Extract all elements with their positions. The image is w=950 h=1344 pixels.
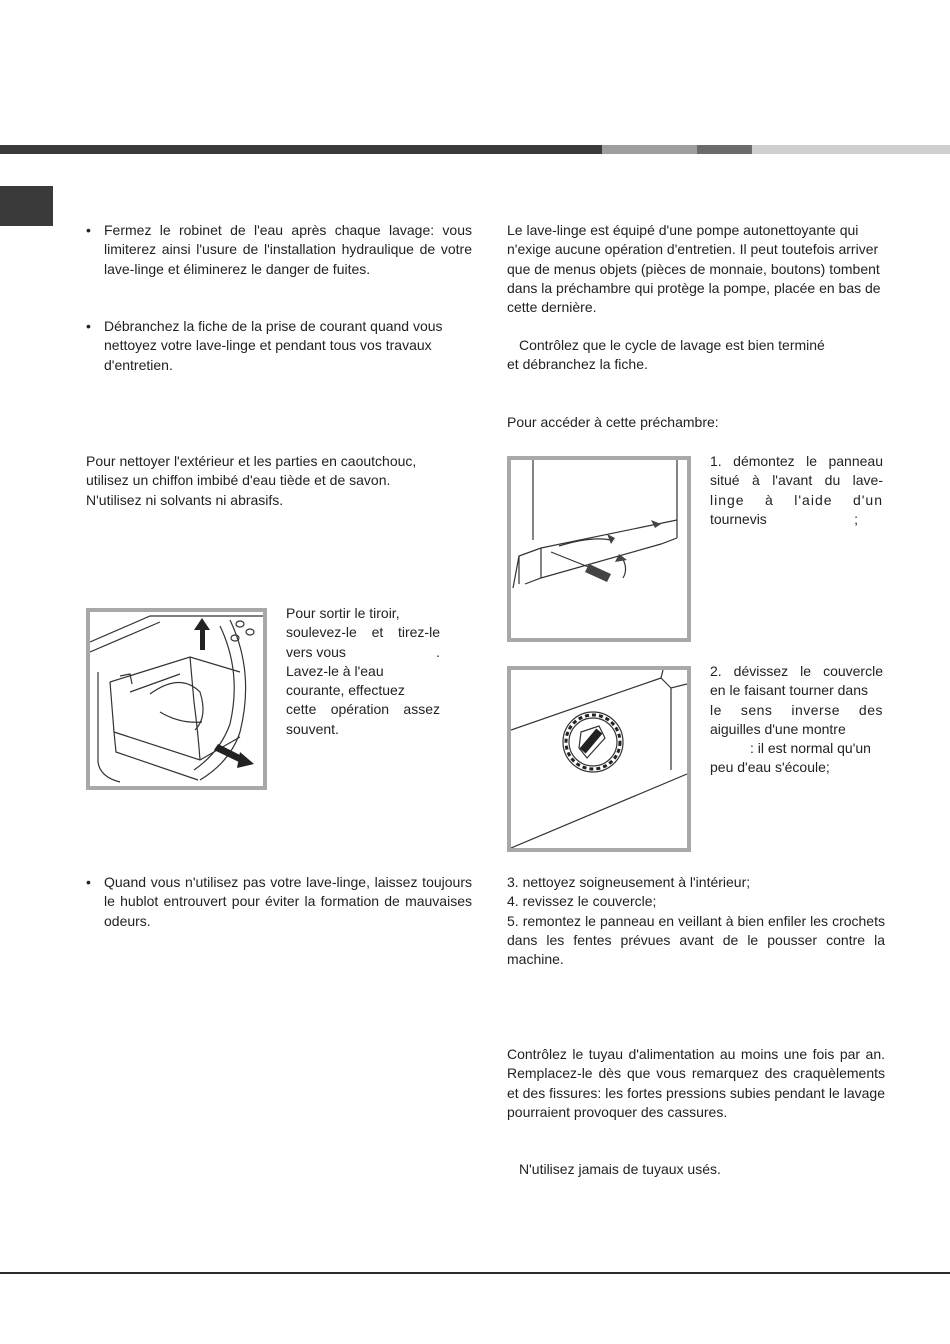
text-fragment: tournevis — [710, 510, 767, 527]
text-line: 1. démontez le panneau — [710, 453, 883, 469]
text-line: en le faisant tourner dans — [710, 682, 868, 699]
bottom-rule — [0, 1272, 950, 1274]
access-intro: Pour accéder à cette préchambre: — [507, 414, 719, 430]
step1-text — [710, 452, 883, 529]
steps-list — [507, 873, 885, 969]
drawer-illustration — [86, 608, 267, 790]
text-line: situé à l'avant du lave- — [710, 472, 883, 489]
tap-bullet — [86, 221, 472, 279]
text-line: Lavez-le à l'eau — [286, 662, 384, 679]
hose-paragraph: Contrôlez le tuyau d'alimentation au moins une fois par an. Remplacez-le dès que vous remarquez des craquèlements et des fissures: les fortes pressions subies pendant le lavage pourraient provoquer des cassures. — [507, 1046, 885, 1120]
text-line: Contrôlez que le cycle de lavage est bien terminé — [519, 337, 825, 353]
header-bar-segment — [752, 145, 950, 154]
step4-text: 4. revissez le couvercle; — [507, 893, 657, 910]
text-line: cette opération assez — [286, 701, 440, 718]
language-tab — [0, 186, 53, 226]
text-line: : il est normal qu'un — [750, 740, 871, 757]
exterior-paragraph — [86, 452, 466, 510]
text-line — [286, 643, 440, 662]
step5-text: 5. remontez le panneau en veillant à bien enfiler les crochets dans les fentes prévues avant de le pousser contre la machine. — [507, 912, 885, 968]
pump-intro — [507, 221, 885, 317]
text-line: aiguilles d'une montre — [710, 720, 846, 737]
header-bar-segment — [602, 145, 697, 154]
text-fragment: vers vous — [286, 643, 346, 660]
text-line: linge à l'aide d'un — [710, 491, 883, 508]
text-line: le sens inverse des — [710, 701, 883, 718]
text-line: et débranchez la fiche. — [507, 356, 648, 373]
door-bullet — [86, 873, 472, 931]
drawer-text — [286, 604, 440, 739]
tap-bullet-text: Fermez le robinet de l'eau après chaque lavage: vous limiterez ainsi l'usure de l'installation hydraulique de votre lave-linge et éliminerez le danger de fuites. — [104, 222, 472, 277]
text-fragment: ; — [854, 510, 858, 527]
header-bar-dark — [0, 145, 602, 154]
header-bar-segment — [697, 145, 752, 154]
text-fragment: . — [436, 643, 440, 660]
cover-unscrew-illustration — [507, 666, 691, 852]
text-line: utilisez un chiffon imbibé d'eau tiède et de savon. — [86, 472, 391, 489]
pump-check — [507, 336, 885, 375]
step3-text: 3. nettoyez soigneusement à l'intérieur; — [507, 874, 751, 890]
unplug-bullet — [86, 317, 472, 375]
door-bullet-text: Quand vous n'utilisez pas votre lave-linge, laissez toujours le hublot entrouvert pour éviter la formation de mauvaises odeurs. — [104, 874, 472, 929]
text-line: 2. dévissez le couvercle — [710, 663, 883, 679]
text-line: soulevez-le et tirez-le — [286, 624, 440, 641]
text-line: Pour nettoyer l'extérieur et les parties en caoutchouc, — [86, 453, 417, 469]
hose-warning: N'utilisez jamais de tuyaux usés. — [519, 1161, 721, 1177]
text-line: Pour sortir le tiroir, — [286, 605, 400, 621]
unplug-bullet-text: Débranchez la fiche de la prise de courant quand vous nettoyez votre lave-linge et pendant tous vos travaux d'entretien. — [104, 318, 443, 373]
step2-text — [710, 662, 883, 778]
panel-removal-illustration — [507, 456, 691, 642]
text-line — [710, 510, 883, 529]
text-line: courante, effectuez — [286, 682, 405, 699]
text-line: peu d'eau s'écoule; — [710, 759, 830, 776]
text-line: souvent. — [286, 720, 339, 737]
pump-intro-text: Le lave-linge est équipé d'une pompe autonettoyante qui n'exige aucune opération d'entretien. Il peut toutefois arriver que de menus objets (pièces de monnaie, boutons) tombent dans la préchambre qui protège la pompe, placée en bas de cette dernière. — [507, 222, 881, 316]
text-line: N'utilisez ni solvants ni abrasifs. — [86, 491, 284, 508]
